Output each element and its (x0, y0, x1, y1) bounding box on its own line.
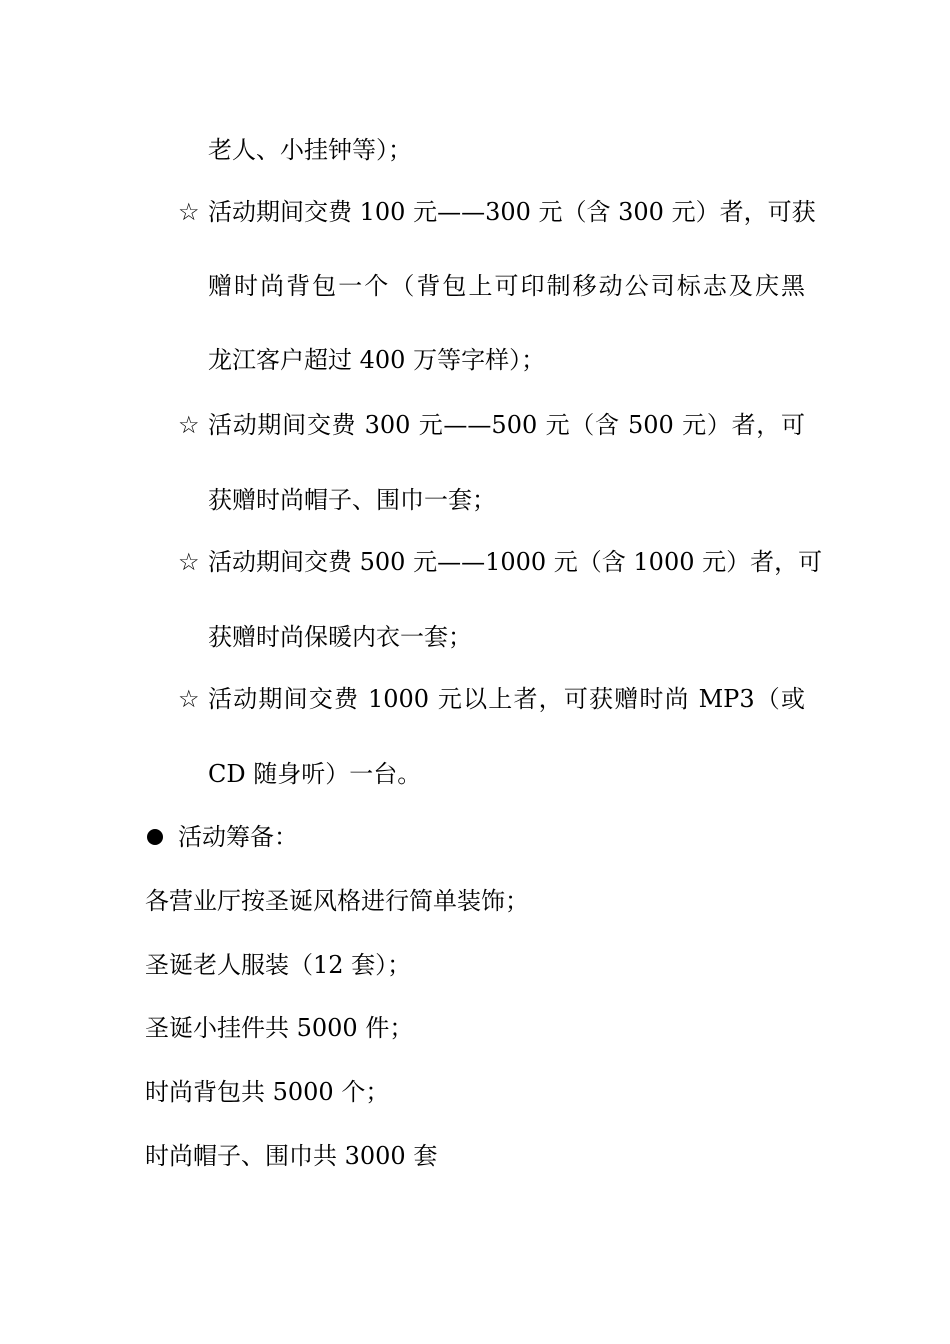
tier3-line1: 活动期间交费 500 元——1000 元（含 1000 元）者，可 (208, 548, 823, 576)
tier1-line3: 龙江客户超过 400 万等字样）； (208, 346, 546, 374)
tier1-line1: 活动期间交费 100 元——300 元（含 300 元）者，可获 (208, 198, 816, 226)
preparation-item: 各营业厅按圣诞风格进行简单装饰； (145, 887, 529, 915)
tier1-line2: 赠时尚背包一个（背包上可印制移动公司标志及庆黑 (208, 272, 805, 300)
preparation-item: 圣诞老人服装（12 套）； (145, 951, 412, 979)
tier4-line1: 活动期间交费 1000 元以上者，可获赠时尚 MP3（或 (208, 685, 805, 713)
star-icon: ☆ (178, 685, 200, 713)
tier3-line2: 获赠时尚保暖内衣一套； (208, 623, 472, 651)
bullet-icon (147, 829, 163, 845)
star-icon: ☆ (178, 198, 200, 226)
tier4-line2: CD 随身听）一台。 (208, 760, 422, 788)
preparation-heading: 活动筹备： (178, 823, 298, 851)
star-icon: ☆ (178, 411, 200, 439)
tier2-line2: 获赠时尚帽子、围巾一套； (208, 486, 496, 514)
tier0-tail-line: 老人、小挂钟等）； (208, 136, 412, 164)
preparation-item: 时尚帽子、围巾共 3000 套 (145, 1142, 438, 1170)
preparation-item: 时尚背包共 5000 个； (145, 1078, 390, 1106)
star-icon: ☆ (178, 548, 200, 576)
tier2-line1: 活动期间交费 300 元——500 元（含 500 元）者，可 (208, 411, 805, 439)
preparation-item: 圣诞小挂件共 5000 件； (145, 1014, 414, 1042)
